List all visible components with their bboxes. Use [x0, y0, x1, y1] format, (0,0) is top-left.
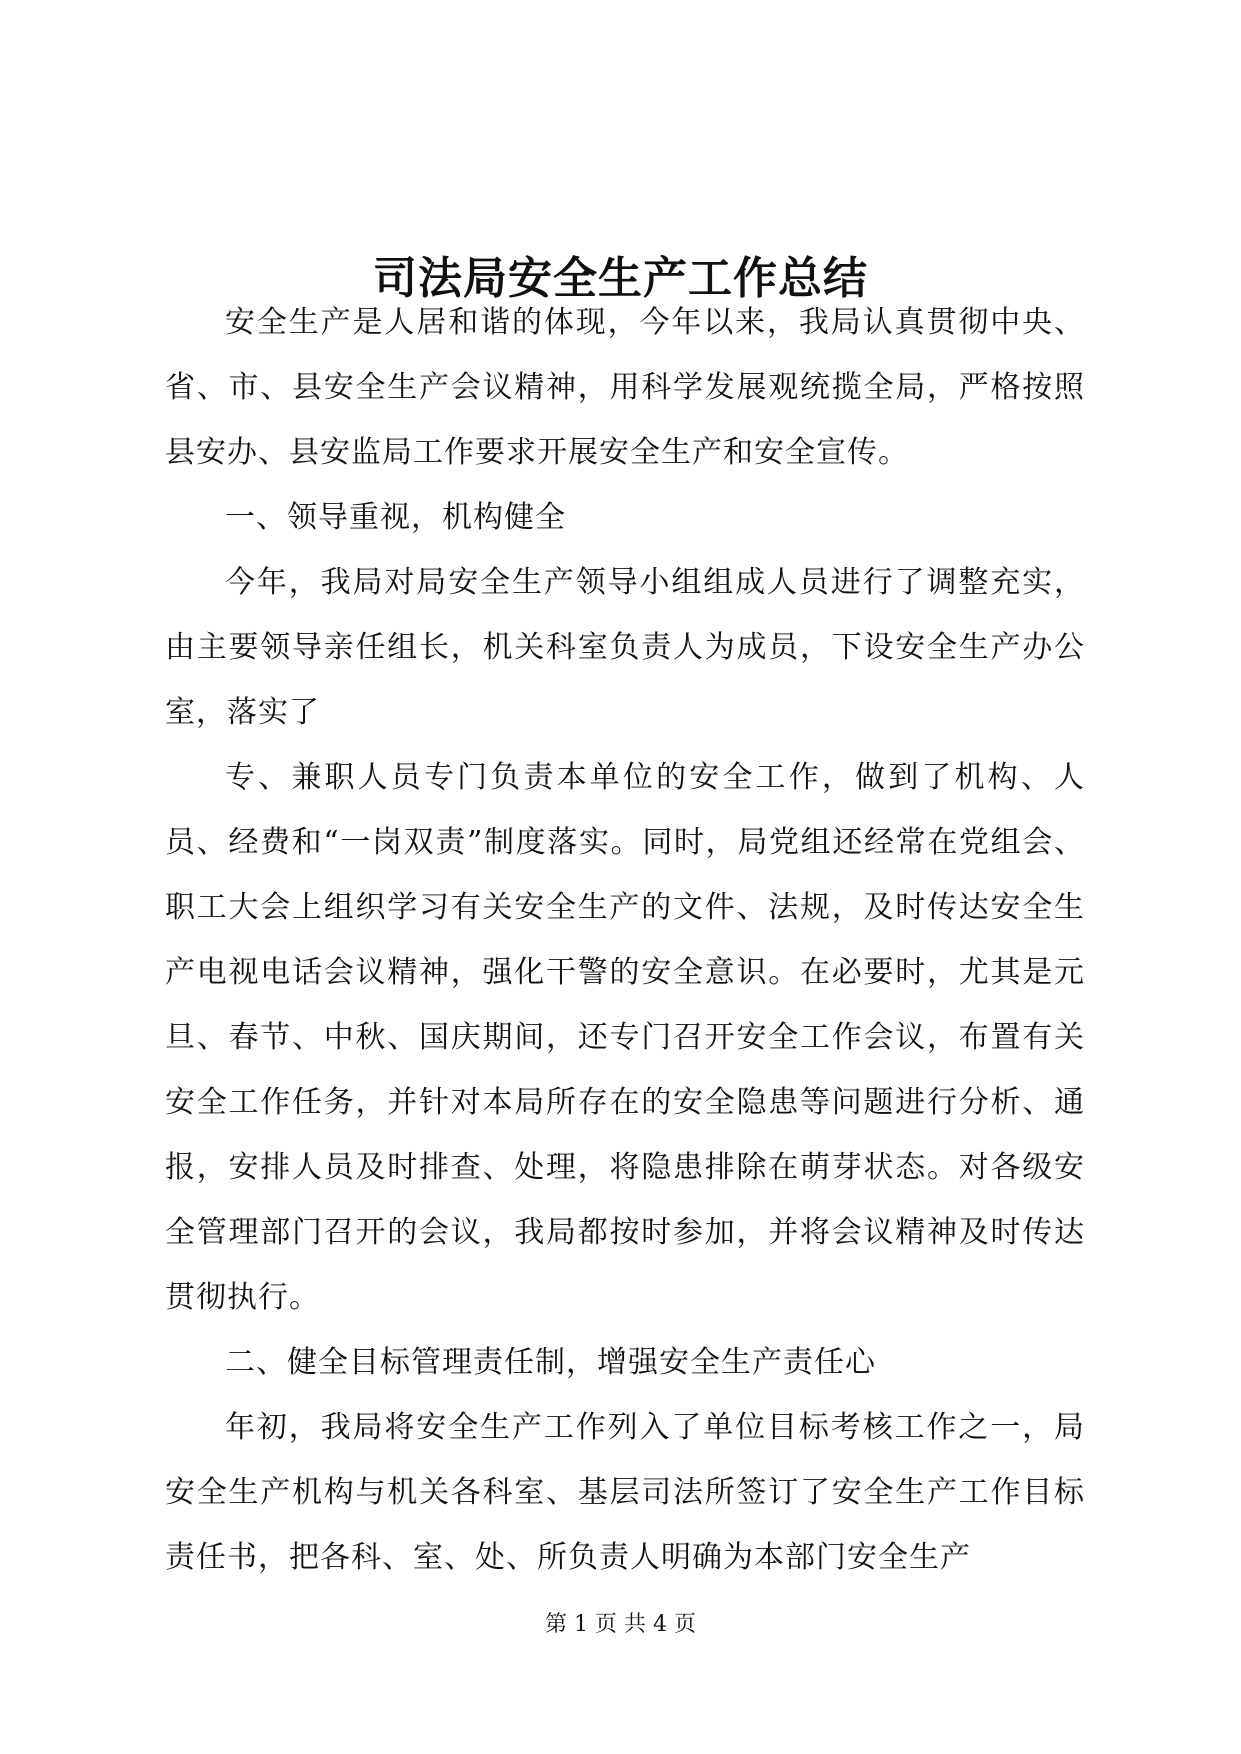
paragraph-2: 专、兼职人员专门负责本单位的安全工作，做到了机构、人员、经费和“一岗双责”制度落实。同时，局党组还经常在党组会、职工大会上组织学习有关安全生产的文件、法规，及时传达安全生产电视电话会议精神，强化干警的安全意识。在必要时，尤其是元旦、春节、中秋、国庆期间，还专门召开安全工作会议，布置有关安全工作任务，并针对本局所存在的安全隐患等问题进行分析、通报，安排人员及时排查、处理，将隐患排除在萌芽状态。对各级安全管理部门召开的会议，我局都按时参加，并将会议精神及时传达贯彻执行。: [165, 760, 1085, 1315]
document-title: 司法局安全生产工作总结: [373, 253, 868, 305]
page-number-footer: 第 1 页 共 4 页: [545, 1612, 696, 1637]
section-heading-2: 二、健全目标管理责任制，增强安全生产责任心: [225, 1345, 876, 1380]
document-body: [165, 290, 1085, 1590]
paragraph-intro: 安全生产是人居和谐的体现，今年以来，我局认真贯彻中央、省、市、县安全生产会议精神，用科学发展观统揽全局，严格按照县安办、县安监局工作要求开展安全生产和安全宣传。: [165, 305, 1085, 470]
paragraph-1: 今年，我局对局安全生产领导小组组成人员进行了调整充实，由主要领导亲任组长，机关科室负责人为成员，下设安全生产办公室，落实了: [165, 565, 1085, 730]
section-heading-1: 一、领导重视，机构健全: [225, 500, 566, 535]
paragraph-3: 年初，我局将安全生产工作列入了单位目标考核工作之一，局安全生产机构与机关各科室、基层司法所签订了安全生产工作目标责任书，把各科、室、处、所负责人明确为本部门安全生产: [165, 1410, 1085, 1575]
